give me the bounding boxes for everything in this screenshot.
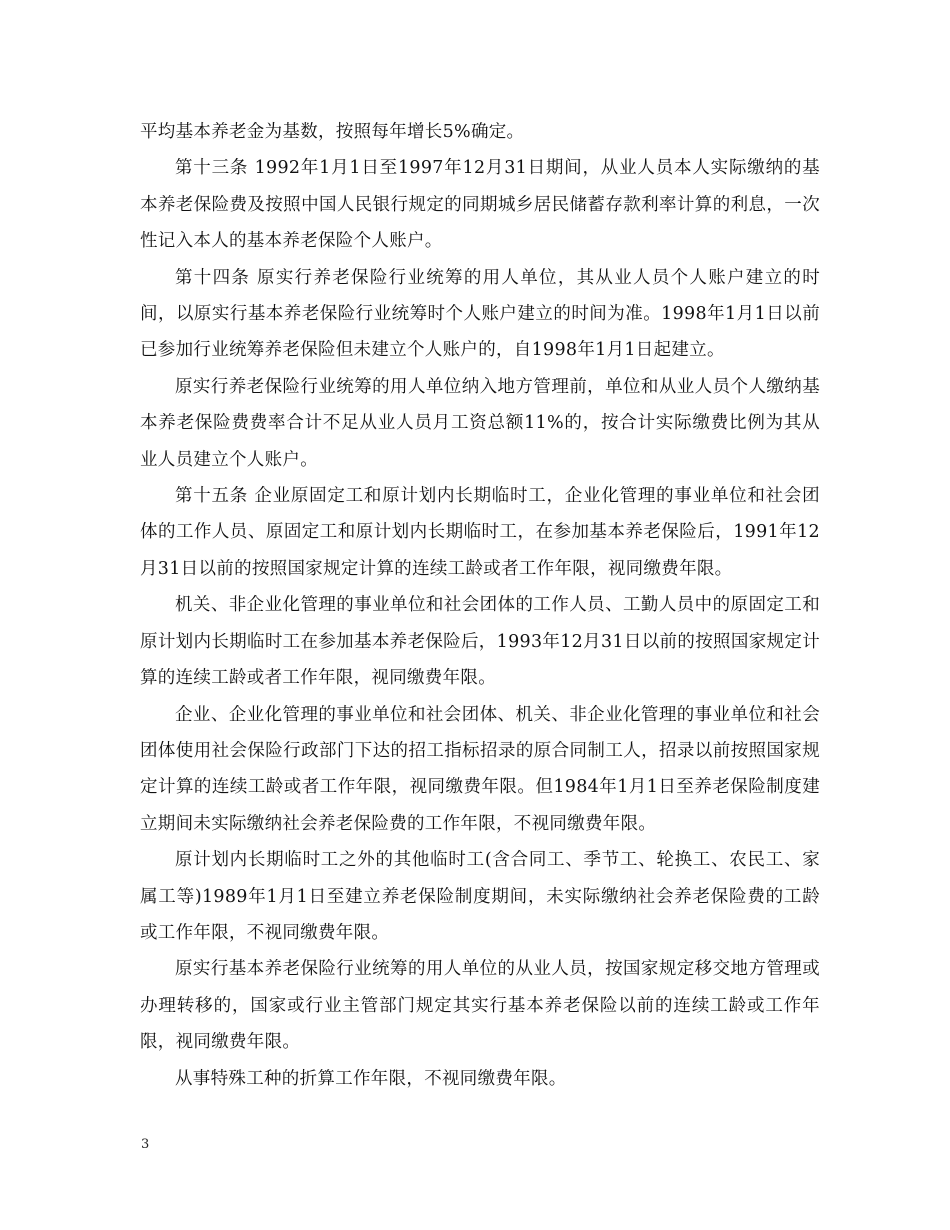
paragraph-10: 从事特殊工种的折算工作年限，不视同缴费年限。 (175, 1068, 567, 1089)
page-number: 3 (141, 1137, 150, 1152)
paragraph-4: 原实行养老保险行业统筹的用人单位纳入地方管理前，单位和从业人员个人缴纳基本养老保险费费率合计不足从业人员月工资总额11%的，按合计实际缴费比例为其从业人员建立个人账户。 (140, 376, 820, 470)
document-body (140, 114, 820, 1097)
paragraph-9: 原实行基本养老保险行业统筹的用人单位的从业人员，按国家规定移交地方管理或办理转移的，国家或行业主管部门规定其实行基本养老保险以前的连续工龄或工作年限，视同缴费年限。 (140, 959, 820, 1053)
paragraph-6: 机关、非企业化管理的事业单位和社会团体的工作人员、工勤人员中的原固定工和原计划内长期临时工在参加基本养老保险后，1993年12月31日以前的按照国家规定计算的连续工龄或者工作年限，视同缴费年限。 (140, 595, 820, 689)
paragraph-5: 第十五条 企业原固定工和原计划内长期临时工，企业化管理的事业单位和社会团体的工作人员、原固定工和原计划内长期临时工，在参加基本养老保险后，1991年12月31日以前的按照国家规定计算的连续工龄或者工作年限，视同缴费年限。 (140, 486, 820, 579)
paragraph-1: 平均基本养老金为基数，按照每年增长5%确定。 (140, 122, 525, 142)
paragraph-7: 企业、企业化管理的事业单位和社会团体、机关、非企业化管理的事业单位和社会团体使用社会保险行政部门下达的招工指标招录的原合同制工人，招录以前按照国家规定计算的连续工龄或者工作年限，视同缴费年限。但1984年1月1日至养老保险制度建立期间未实际缴纳社会养老保险费的工作年限，不视同缴费年限。 (140, 704, 820, 834)
paragraph-3: 第十四条 原实行养老保险行业统筹的用人单位，其从业人员个人账户建立的时间，以原实行基本养老保险行业统筹时个人账户建立的时间为准。1998年1月1日以前已参加行业统筹养老保险但未建立个人账户的，自1998年1月1日起建立。 (140, 267, 820, 361)
paragraph-8: 原计划内长期临时工之外的其他临时工(含合同工、季节工、轮换工、农民工、家属工等)1989年1月1日至建立养老保险制度期间，未实际缴纳社会养老保险费的工龄或工作年限，不视同缴费年限。 (140, 850, 820, 943)
paragraph-2: 第十三条 1992年1月1日至1997年12月31日期间，从业人员本人实际缴纳的基本养老保险费及按照中国人民银行规定的同期城乡居民储蓄存款利率计算的利息，一次性记入本人的基本养老保险个人账户。 (140, 158, 820, 252)
